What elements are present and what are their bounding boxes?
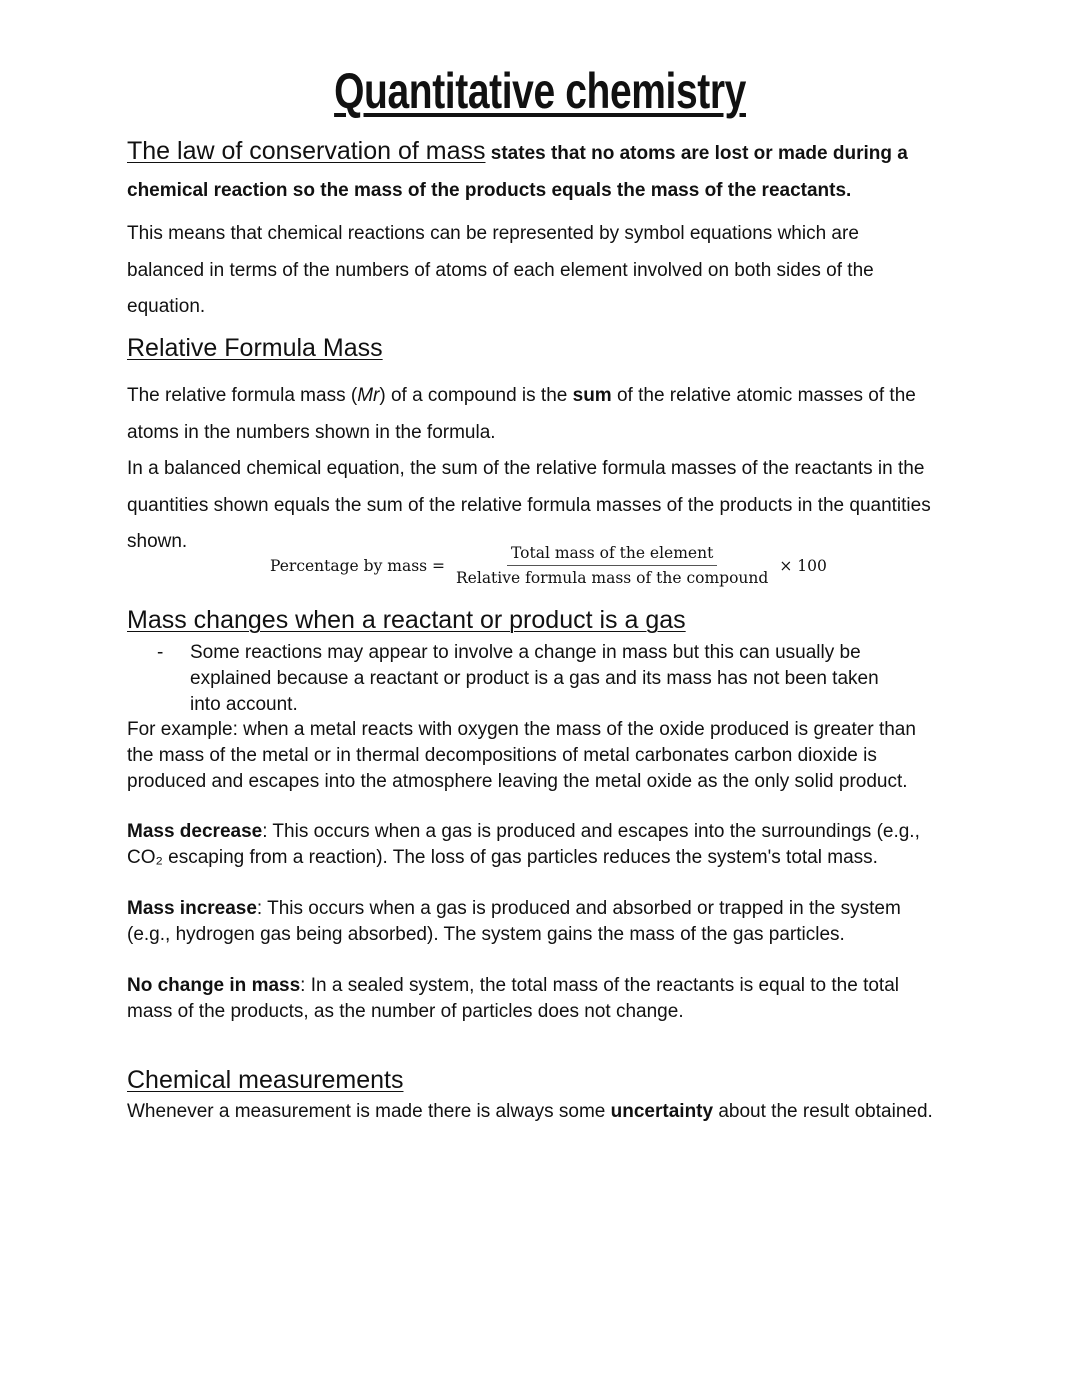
mass-increase-paragraph	[127, 896, 927, 948]
percentage-formula	[270, 544, 827, 587]
conservation-paragraph	[127, 133, 957, 209]
rfm-heading: Relative Formula Mass	[127, 334, 383, 362]
conservation-text: This means that chemical reactions can be represented by symbol equations which are balanced in terms of the numbers of atoms of each element involved on both sides of the equation.	[127, 223, 874, 317]
formula-numerator: Total mass of the element	[507, 544, 717, 566]
text: about the result obtained.	[713, 1101, 933, 1122]
mr-symbol: Mr	[357, 385, 380, 406]
measurements-paragraph	[127, 1099, 1027, 1125]
bullet-dash: -	[157, 642, 164, 663]
gas-example: For example: when a metal reacts with oxygen the mass of the oxide produced is greater than the mass of the metal or in thermal decompositions of metal carbonates carbon dioxide is produced and escapes into the atmosphere leaving the metal oxide as the only solid product.	[127, 719, 916, 792]
mass-decrease-paragraph	[127, 819, 942, 871]
page-title: Quantitative chemistry	[334, 63, 746, 119]
mass-increase-label: Mass increase	[127, 898, 257, 919]
rfm-paragraph-1	[127, 378, 947, 451]
conservation-heading: The law of conservation of mass	[127, 137, 486, 165]
text: The relative formula mass (	[127, 385, 358, 406]
no-change-paragraph	[127, 973, 927, 1025]
formula-fraction	[452, 544, 772, 587]
formula-multiplier: × 100	[779, 556, 827, 575]
text: : This occurs when a gas is produced and escapes into the surroundings (e.g., CO₂ escaping from a reaction). The loss of gas particles reduces the system's total mass.	[127, 821, 920, 868]
sum-bold: sum	[572, 385, 612, 406]
text: : In a sealed system, the total mass of the reactants is equal to the total mass of the products, as the number of particles does not change.	[127, 975, 899, 1022]
conservation-bold-1: states that no atoms are lost or made during a	[490, 143, 908, 164]
formula-denominator: Relative formula mass of the compound	[456, 569, 769, 587]
rfm-paragraph-2: In a balanced chemical equation, the sum of the relative formula masses of the reactants in the quantities shown equals the sum of the relative formula masses of the products in the quantities shown.	[127, 458, 931, 552]
measurements-heading: Chemical measurements	[127, 1066, 404, 1094]
uncertainty-bold: uncertainty	[610, 1101, 714, 1122]
text: Whenever a measurement is made there is always some	[127, 1101, 611, 1122]
no-change-label: No change in mass	[127, 975, 301, 996]
bullet-text: Some reactions may appear to involve a change in mass but this can usually be explained because a reactant or product is a gas and its mass has not been taken into account.	[190, 642, 879, 715]
text: ) of a compound is the	[379, 385, 573, 406]
text: : This occurs when a gas is produced and absorbed or trapped in the system (e.g., hydrogen gas being absorbed). The system gains the mass of the gas particles.	[127, 898, 901, 945]
text: of the relative atomic masses of the atoms in the numbers shown in the formula.	[127, 385, 916, 443]
formula-lhs: Percentage by mass =	[270, 556, 446, 575]
mass-decrease-label: Mass decrease	[127, 821, 263, 842]
gas-heading: Mass changes when a reactant or product is a gas	[127, 606, 686, 634]
list-item	[127, 640, 957, 717]
conservation-bold-2: chemical reaction so the mass of the products equals the mass of the reactants.	[127, 179, 852, 201]
